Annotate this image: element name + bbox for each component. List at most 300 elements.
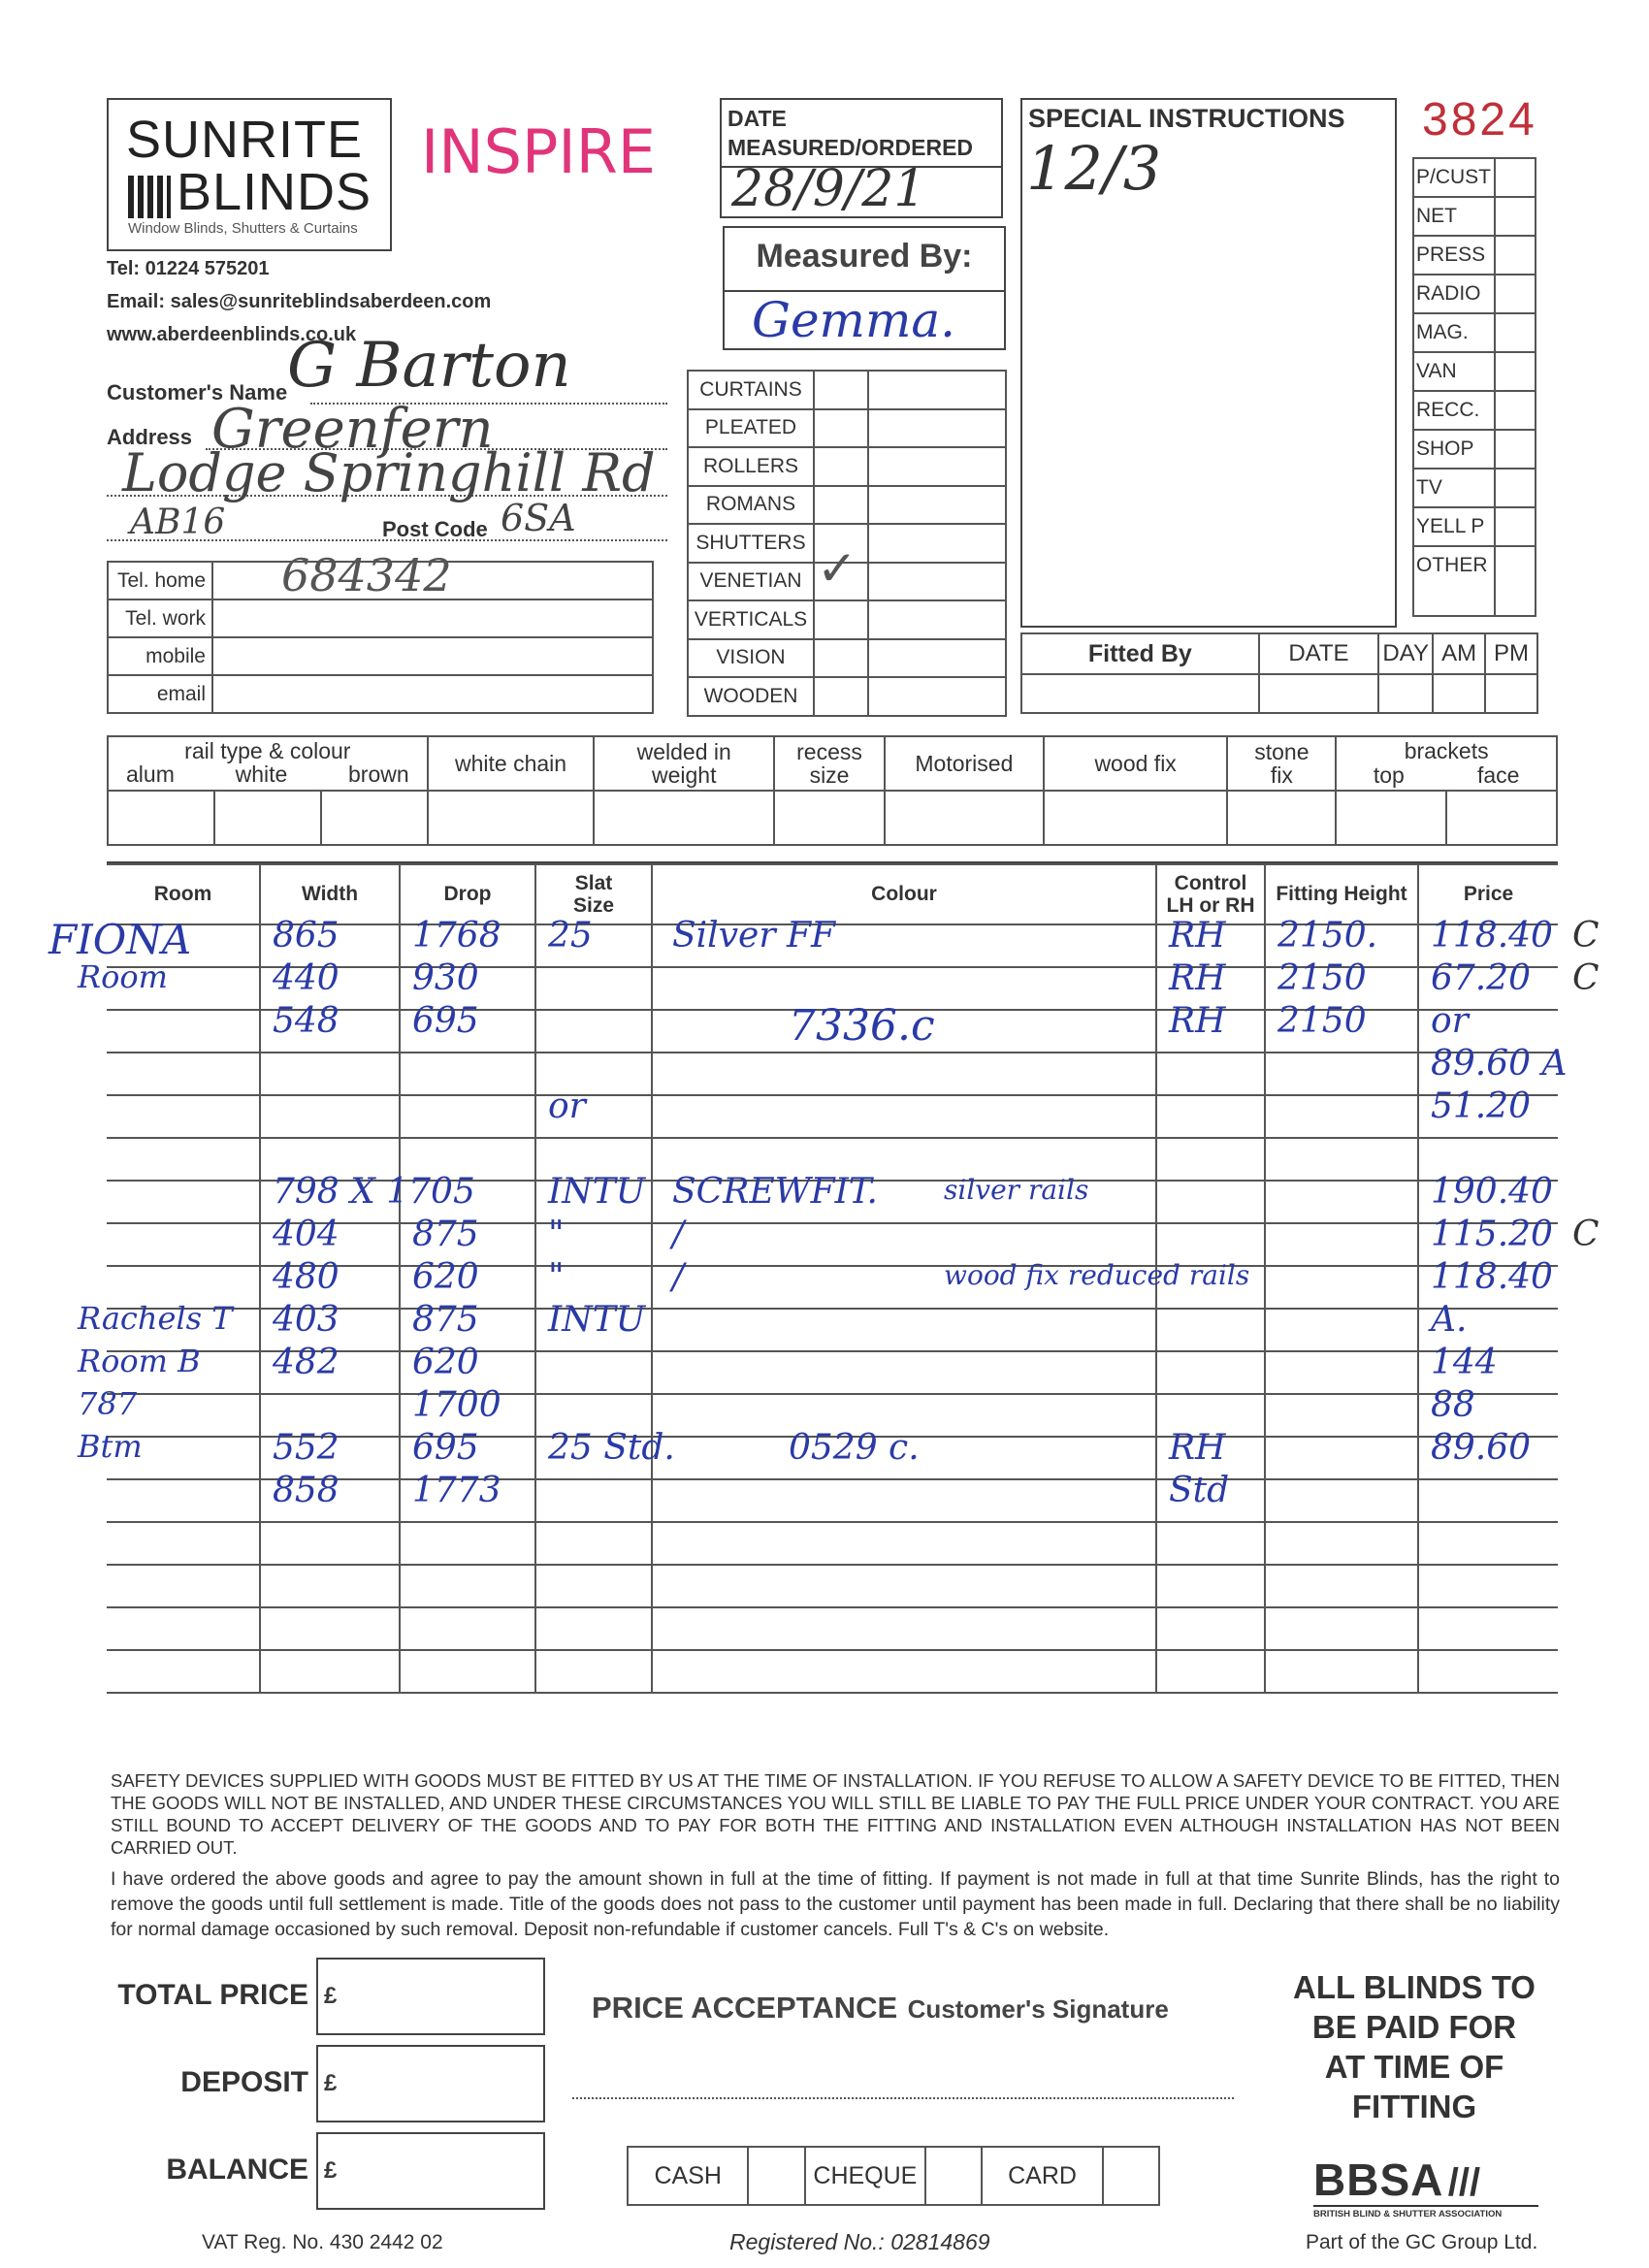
cell-slat[interactable] bbox=[535, 1565, 652, 1607]
cell-width[interactable] bbox=[260, 1001, 400, 1053]
cell-height[interactable] bbox=[1265, 1351, 1418, 1394]
product-check-cell[interactable] bbox=[814, 371, 868, 409]
cell-colour-text: SCREWFIT. bbox=[672, 1172, 878, 1212]
notice-line: ALL BLINDS TO bbox=[1293, 1969, 1536, 2005]
logo-bars-icon bbox=[128, 176, 171, 218]
cell-width[interactable] bbox=[260, 1522, 400, 1565]
phone-value[interactable] bbox=[212, 599, 653, 637]
fitted-table bbox=[1020, 632, 1538, 714]
cell-slat-text: 25 Std. bbox=[548, 1428, 675, 1468]
product-check-cell[interactable] bbox=[814, 639, 868, 678]
control-label-1: Control bbox=[1174, 872, 1247, 894]
cell-colour[interactable] bbox=[652, 1172, 1156, 1223]
special-instructions-value: 12/3 bbox=[1026, 133, 1162, 204]
cell-height[interactable] bbox=[1265, 1223, 1418, 1266]
notice-line: BE PAID FOR bbox=[1311, 2009, 1517, 2045]
cell-height-text: 2150. bbox=[1277, 916, 1378, 956]
source-check-cell[interactable] bbox=[1495, 275, 1536, 313]
cell-drop-text: 875 bbox=[412, 1215, 479, 1254]
cell-control-text: RH bbox=[1169, 916, 1226, 956]
cell-slat-text: INTU bbox=[548, 1172, 646, 1212]
notice-line: AT TIME OF bbox=[1324, 2049, 1504, 2085]
fitted-pm-cell[interactable] bbox=[1485, 674, 1537, 713]
cell-price-text: 51.20 bbox=[1431, 1086, 1532, 1126]
stone-label-1: stone bbox=[1254, 739, 1310, 764]
total-label: DEPOSIT bbox=[180, 2066, 308, 2098]
cell-flag-text: C bbox=[1572, 958, 1600, 998]
total-amount-box[interactable] bbox=[316, 2132, 545, 2210]
cell-height[interactable] bbox=[1265, 1394, 1418, 1437]
cell-control[interactable] bbox=[1156, 1522, 1265, 1565]
cell-price[interactable] bbox=[1418, 1086, 1558, 1138]
product-extra-cell[interactable] bbox=[868, 563, 1006, 601]
brown-cell[interactable] bbox=[321, 791, 428, 845]
product-check-cell[interactable] bbox=[814, 447, 868, 486]
cell-price-text: 118.40 bbox=[1431, 1257, 1553, 1297]
address-value-3: AB16 bbox=[130, 502, 226, 542]
phone-label: email bbox=[108, 675, 212, 713]
col-price: Price bbox=[1418, 864, 1558, 924]
brackets-face-cell[interactable] bbox=[1446, 791, 1557, 845]
cell-width[interactable] bbox=[260, 1565, 400, 1607]
welded-cell[interactable] bbox=[594, 791, 774, 845]
total-amount-box[interactable] bbox=[316, 2045, 545, 2122]
cell-drop-text: 1700 bbox=[412, 1385, 501, 1425]
cell-note-text: silver rails bbox=[944, 1174, 1089, 1206]
brackets-label: brackets bbox=[1404, 738, 1489, 763]
cell-drop-text: 620 bbox=[412, 1343, 479, 1382]
cell-height[interactable] bbox=[1265, 1607, 1418, 1650]
product-label: PLEATED bbox=[688, 409, 814, 448]
total-amount-box[interactable] bbox=[316, 1958, 545, 2035]
date-measured-value: 28/9/21 bbox=[731, 160, 926, 218]
cell-control[interactable] bbox=[1156, 1565, 1265, 1607]
cell-room[interactable] bbox=[107, 1223, 260, 1266]
product-label: CURTAINS bbox=[688, 371, 814, 409]
col-drop: Drop bbox=[400, 864, 535, 924]
cell-room-text: Btm bbox=[78, 1428, 143, 1465]
cell-width-text: 480 bbox=[273, 1257, 340, 1297]
stone-fix-header bbox=[1227, 736, 1336, 791]
fitted-am-label: AM bbox=[1433, 633, 1485, 674]
safety-text: SAFETY DEVICES SUPPLIED WITH GOODS MUST BE FITTED BY US AT THE TIME OF INSTALLATION. IF YOU REFUSE TO ALLOW A SAFETY DEVICE TO BE FITTED, THEN THE GOODS WILL NOT BE INSTALLED, AND UNDER THESE CIRCUMSTANCES YOU WILL STILL BE LIABLE TO PAY THE FULL PRICE UNDER YOUR CONTRACT. YOU ARE STILL BOUND TO ACCEPT DELIVERY OF THE GOODS AND TO PAY FOR BOTH THE FITTING AND INSTALLATION EVEN ALTHOUGH INSTALLATION HAS NOT BEEN CARRIED OUT. bbox=[111, 1770, 1560, 1858]
cell-drop-text: 695 bbox=[412, 1001, 479, 1041]
cell-room[interactable] bbox=[107, 1053, 260, 1095]
product-check-cell[interactable] bbox=[814, 486, 868, 525]
phone-value[interactable] bbox=[212, 637, 653, 675]
currency-symbol: £ bbox=[324, 2157, 338, 2184]
customer-name-value: G Barton bbox=[287, 330, 571, 402]
payment-table bbox=[627, 2146, 1160, 2206]
cell-width[interactable] bbox=[260, 1607, 400, 1650]
cell-room[interactable] bbox=[107, 1565, 260, 1607]
product-check-cell[interactable] bbox=[814, 409, 868, 448]
cell-price-text: 190.40 bbox=[1431, 1172, 1553, 1212]
inspire-note: INSPIRE bbox=[421, 116, 656, 187]
cell-height-text: 2150 bbox=[1277, 1001, 1367, 1041]
cell-width-text: 552 bbox=[273, 1428, 340, 1468]
acceptance-subtitle: Customer's Signature bbox=[907, 1994, 1169, 2024]
brown-label: brown bbox=[348, 761, 409, 787]
vat-number: VAT Reg. No. 430 2442 02 bbox=[202, 2231, 443, 2253]
bbsa-slash-icon: /// bbox=[1447, 2161, 1481, 2204]
cell-height[interactable] bbox=[1265, 1095, 1418, 1138]
payment-cheque-label: CHEQUE bbox=[805, 2147, 925, 2205]
cell-price[interactable] bbox=[1418, 1565, 1558, 1607]
cell-room[interactable] bbox=[107, 1607, 260, 1650]
cell-slat[interactable] bbox=[535, 1607, 652, 1650]
cell-width[interactable] bbox=[260, 1095, 400, 1138]
product-extra-cell[interactable] bbox=[868, 486, 1006, 525]
cell-drop-text: 875 bbox=[412, 1300, 479, 1340]
product-check-cell[interactable] bbox=[814, 677, 868, 716]
cell-room[interactable] bbox=[78, 958, 260, 1010]
product-label: VERTICALS bbox=[688, 600, 814, 639]
total-label: BALANCE bbox=[166, 2154, 308, 2186]
fitted-pm-label: PM bbox=[1485, 633, 1537, 674]
cell-control[interactable] bbox=[1156, 1650, 1265, 1693]
currency-symbol: £ bbox=[324, 2070, 338, 2096]
source-label: PRESS bbox=[1413, 236, 1495, 275]
cell-flag-text: C bbox=[1572, 1215, 1600, 1254]
cell-colour-text: / bbox=[672, 1257, 685, 1297]
welded-label-2: weight bbox=[651, 762, 717, 788]
cell-slat[interactable] bbox=[535, 967, 652, 1010]
cell-drop-text: 1773 bbox=[412, 1471, 501, 1510]
wood-fix-cell[interactable] bbox=[1044, 791, 1228, 845]
cell-control-text: RH bbox=[1169, 958, 1226, 998]
cell-colour[interactable] bbox=[652, 1479, 1156, 1522]
bbsa-logo-text: BBSA bbox=[1313, 2155, 1444, 2205]
cell-colour[interactable] bbox=[652, 1650, 1156, 1693]
currency-symbol: £ bbox=[324, 1983, 338, 2009]
price-acceptance bbox=[592, 1991, 1169, 2025]
cell-colour[interactable] bbox=[652, 1001, 1156, 1053]
source-check-cell[interactable] bbox=[1495, 507, 1536, 546]
product-check-cell[interactable] bbox=[814, 539, 868, 601]
source-check-cell[interactable] bbox=[1495, 469, 1536, 507]
cell-slat[interactable] bbox=[535, 1650, 652, 1693]
cell-control-text: Std bbox=[1169, 1471, 1230, 1510]
cell-drop[interactable] bbox=[400, 1095, 535, 1138]
cell-colour-text: Silver FF bbox=[672, 916, 835, 956]
table-row bbox=[107, 1351, 1558, 1394]
source-label: P/CUST bbox=[1413, 158, 1495, 197]
cell-room[interactable] bbox=[107, 1138, 260, 1181]
fitted-by-cell[interactable] bbox=[1021, 674, 1259, 713]
cell-height-text: 2150 bbox=[1277, 958, 1367, 998]
cell-drop[interactable] bbox=[400, 1001, 535, 1053]
cell-colour[interactable] bbox=[652, 1053, 1156, 1095]
fitted-am-cell[interactable] bbox=[1433, 674, 1485, 713]
phone-table bbox=[107, 549, 654, 714]
date-label-2: MEASURED/ORDERED bbox=[728, 135, 974, 160]
bbsa-name: BRITISH BLIND & SHUTTER ASSOCIATION bbox=[1313, 2205, 1538, 2219]
cell-control[interactable] bbox=[1156, 1607, 1265, 1650]
cell-price[interactable] bbox=[1418, 1479, 1558, 1522]
slat-label-1: Slat bbox=[574, 872, 613, 894]
cell-colour[interactable] bbox=[652, 1095, 1156, 1138]
cell-room[interactable] bbox=[78, 1428, 260, 1479]
cell-height[interactable] bbox=[1265, 1309, 1418, 1351]
phone-value-text: 684342 bbox=[281, 549, 452, 601]
date-measured-box bbox=[720, 98, 1003, 218]
cell-control[interactable] bbox=[1156, 1053, 1265, 1095]
cell-width-text: 403 bbox=[273, 1300, 340, 1340]
cell-colour[interactable] bbox=[652, 916, 1156, 967]
customer-name-label: Customer's Name bbox=[107, 380, 288, 405]
cell-price-text: A. bbox=[1431, 1300, 1468, 1340]
measured-by-box bbox=[723, 226, 1006, 350]
notice-line: FITTING bbox=[1351, 2089, 1477, 2124]
cell-height[interactable] bbox=[1265, 1138, 1418, 1181]
brackets-header bbox=[1336, 736, 1557, 791]
cell-control[interactable] bbox=[1156, 1309, 1265, 1351]
product-extra-cell[interactable] bbox=[868, 677, 1006, 716]
top-label: top bbox=[1373, 762, 1405, 788]
table-row bbox=[107, 1095, 1558, 1138]
group-name: Part of the GC Group Ltd. bbox=[1306, 2231, 1538, 2253]
cell-drop[interactable] bbox=[400, 1607, 535, 1650]
cell-drop[interactable] bbox=[400, 1522, 535, 1565]
cell-width-text: 404 bbox=[273, 1215, 340, 1254]
cell-height[interactable] bbox=[1265, 1565, 1418, 1607]
table-row bbox=[107, 1522, 1558, 1565]
cell-colour-text: / bbox=[672, 1215, 685, 1254]
payment-cash-label: CASH bbox=[628, 2147, 748, 2205]
cell-slat[interactable] bbox=[535, 1479, 652, 1522]
recess-label-2: size bbox=[809, 762, 850, 788]
signature-line[interactable] bbox=[572, 2097, 1234, 2099]
col-width: Width bbox=[260, 864, 400, 924]
cell-room-text: Room bbox=[78, 958, 168, 995]
table-row bbox=[107, 1479, 1558, 1522]
cell-slat[interactable] bbox=[535, 1010, 652, 1053]
company-logo bbox=[107, 98, 392, 251]
source-label: RECC. bbox=[1413, 391, 1495, 430]
cell-flag-text: C bbox=[1572, 916, 1600, 956]
cell-slat[interactable] bbox=[535, 1351, 652, 1394]
phone-value[interactable] bbox=[212, 549, 653, 601]
cell-height[interactable] bbox=[1265, 1522, 1418, 1565]
cell-width[interactable] bbox=[260, 1650, 400, 1693]
cell-slat[interactable] bbox=[535, 1300, 652, 1351]
product-extra-cell[interactable] bbox=[868, 524, 1006, 563]
cell-slat-text: " bbox=[548, 1215, 565, 1254]
cell-price-text: 88 bbox=[1431, 1385, 1475, 1425]
control-label-2: LH or RH bbox=[1166, 894, 1255, 917]
fitted-day-label: DAY bbox=[1378, 633, 1433, 674]
cell-colour[interactable] bbox=[652, 1351, 1156, 1394]
white-cell[interactable] bbox=[214, 791, 321, 845]
source-check-cell[interactable] bbox=[1495, 352, 1536, 391]
white-label: white bbox=[235, 761, 288, 787]
alum-label: alum bbox=[126, 761, 175, 787]
cell-control[interactable] bbox=[1156, 1095, 1265, 1138]
cell-room[interactable] bbox=[107, 1650, 260, 1693]
cell-slat[interactable] bbox=[535, 1522, 652, 1565]
motorised-cell[interactable] bbox=[885, 791, 1044, 845]
cell-control[interactable] bbox=[1156, 1266, 1265, 1309]
phone-label: mobile bbox=[108, 637, 212, 675]
table-row bbox=[107, 1650, 1558, 1693]
cell-width[interactable] bbox=[260, 1471, 400, 1522]
phone-value[interactable] bbox=[212, 675, 653, 713]
cell-height[interactable] bbox=[1265, 1001, 1418, 1053]
cell-room[interactable] bbox=[107, 1479, 260, 1522]
source-check-cell[interactable] bbox=[1495, 158, 1536, 197]
fitted-date-label: DATE bbox=[1259, 633, 1379, 674]
registered-number: Registered No.: 02814869 bbox=[729, 2229, 990, 2254]
logo-tagline: Window Blinds, Shutters & Curtains bbox=[128, 220, 358, 237]
cell-width[interactable] bbox=[260, 1343, 400, 1394]
company-tel: Tel: 01224 575201 bbox=[107, 258, 270, 279]
cell-slat[interactable] bbox=[535, 1086, 652, 1138]
measurement-table bbox=[48, 863, 1600, 1694]
cell-drop[interactable] bbox=[400, 1471, 535, 1522]
product-label: SHUTTERS bbox=[688, 524, 814, 563]
cell-colour[interactable] bbox=[652, 1257, 1250, 1309]
payment-check-cell[interactable] bbox=[1103, 2147, 1159, 2205]
cell-room-text: Room B bbox=[78, 1343, 201, 1379]
cell-colour[interactable] bbox=[652, 1309, 1156, 1351]
cell-price[interactable] bbox=[1418, 1428, 1558, 1479]
cell-width[interactable] bbox=[260, 1053, 400, 1095]
payment-check-cell[interactable] bbox=[748, 2147, 804, 2205]
product-extra-cell[interactable] bbox=[868, 447, 1006, 486]
cell-colour[interactable] bbox=[652, 1565, 1156, 1607]
cell-room[interactable] bbox=[107, 1181, 260, 1223]
cell-room[interactable] bbox=[107, 1010, 260, 1053]
cell-price-text: 118.40 bbox=[1431, 916, 1553, 956]
options-table bbox=[107, 735, 1558, 846]
address-value-2: Lodge Springhill Rd bbox=[122, 442, 656, 503]
cell-height[interactable] bbox=[1265, 1479, 1418, 1522]
cell-price-text: 89.60 bbox=[1431, 1428, 1532, 1468]
cell-price-text: 144 bbox=[1431, 1343, 1498, 1382]
cell-colour-text: 7336.c bbox=[789, 1001, 935, 1051]
product-extra-cell[interactable] bbox=[868, 409, 1006, 448]
cell-height[interactable] bbox=[1265, 1437, 1418, 1479]
fitted-by-label: Fitted By bbox=[1021, 633, 1259, 674]
order-number: 3824 bbox=[1422, 94, 1537, 146]
cell-height[interactable] bbox=[1265, 1181, 1418, 1223]
alum-cell[interactable] bbox=[108, 791, 214, 845]
cell-slat[interactable] bbox=[535, 1428, 675, 1479]
white-chain-cell[interactable] bbox=[428, 791, 595, 845]
company-web: www.aberdeenblinds.co.uk bbox=[107, 324, 357, 345]
source-table bbox=[1412, 157, 1536, 617]
cell-colour[interactable] bbox=[652, 1607, 1156, 1650]
table-row bbox=[107, 1607, 1558, 1650]
source-check-cell[interactable] bbox=[1495, 313, 1536, 352]
fitted-day-cell[interactable] bbox=[1378, 674, 1433, 713]
cell-price[interactable] bbox=[1418, 1522, 1558, 1565]
phone-label: Tel. work bbox=[108, 599, 212, 637]
measured-by-label: Measured By: bbox=[756, 238, 973, 275]
product-label: VENETIAN bbox=[688, 563, 814, 601]
source-check-cell[interactable] bbox=[1495, 391, 1536, 430]
stone-fix-cell[interactable] bbox=[1227, 791, 1336, 845]
phone-label: Tel. home bbox=[108, 562, 212, 599]
product-extra-cell[interactable] bbox=[868, 371, 1006, 409]
cell-drop[interactable] bbox=[400, 1053, 535, 1095]
source-check-cell[interactable] bbox=[1495, 197, 1536, 236]
rail-type-label: rail type & colour bbox=[184, 738, 351, 763]
cell-control[interactable] bbox=[1156, 1181, 1265, 1223]
product-check-mark: ✓ bbox=[817, 539, 857, 597]
cell-width-text: 548 bbox=[273, 1001, 340, 1041]
cell-control[interactable] bbox=[1156, 1138, 1265, 1181]
postcode-value: 6SA bbox=[501, 497, 576, 539]
special-instructions-label: SPECIAL INSTRUCTIONS bbox=[1028, 104, 1345, 133]
cell-width-text: 798 X 1705 bbox=[273, 1172, 475, 1212]
cell-price[interactable] bbox=[1418, 1650, 1558, 1693]
product-label: ROLLERS bbox=[688, 447, 814, 486]
white-chain-label: white chain bbox=[428, 736, 595, 791]
bbsa-logo bbox=[1313, 2157, 1538, 2219]
payment-check-cell[interactable] bbox=[925, 2147, 982, 2205]
cell-control[interactable] bbox=[1156, 1471, 1265, 1522]
slat-label-2: Size bbox=[572, 894, 615, 917]
product-extra-cell[interactable] bbox=[868, 600, 1006, 639]
company-email: Email: sales@sunriteblindsaberdeen.com bbox=[107, 291, 492, 312]
brackets-top-cell[interactable] bbox=[1336, 791, 1446, 845]
source-check-cell[interactable] bbox=[1495, 546, 1536, 616]
cell-drop-text: 695 bbox=[412, 1428, 479, 1468]
cell-colour[interactable] bbox=[652, 1428, 1156, 1479]
date-label-1: DATE bbox=[728, 106, 787, 131]
cell-height[interactable] bbox=[1265, 1053, 1418, 1095]
cell-height[interactable] bbox=[1265, 1266, 1418, 1309]
stone-label-2: fix bbox=[1270, 762, 1293, 788]
source-label: RADIO bbox=[1413, 275, 1495, 313]
cell-drop[interactable] bbox=[400, 1565, 535, 1607]
cell-control[interactable] bbox=[1156, 1351, 1265, 1394]
cell-colour-text: 0529 c. bbox=[789, 1428, 920, 1468]
cell-colour[interactable] bbox=[652, 1522, 1156, 1565]
welded-label-1: welded in bbox=[636, 739, 731, 764]
fitted-date-cell[interactable] bbox=[1259, 674, 1379, 713]
cell-note-text: wood fix reduced rails bbox=[944, 1259, 1250, 1291]
table-row bbox=[107, 1010, 1558, 1053]
product-check-cell[interactable] bbox=[814, 600, 868, 639]
product-extra-cell[interactable] bbox=[868, 639, 1006, 678]
source-check-cell[interactable] bbox=[1495, 236, 1536, 275]
rail-type-header bbox=[108, 736, 428, 791]
cell-control-text: RH bbox=[1169, 1001, 1226, 1041]
source-label: VAN bbox=[1413, 352, 1495, 391]
cell-room[interactable] bbox=[107, 1095, 260, 1138]
cell-drop-text: 1768 bbox=[412, 916, 501, 956]
acceptance-title: PRICE ACCEPTANCE bbox=[592, 1991, 898, 2025]
address-label: Address bbox=[107, 425, 193, 449]
cell-control[interactable] bbox=[1156, 1001, 1265, 1053]
cell-slat[interactable] bbox=[535, 916, 652, 967]
source-label: NET bbox=[1413, 197, 1495, 236]
cell-width-text: 482 bbox=[273, 1343, 340, 1382]
cell-room[interactable] bbox=[107, 1522, 260, 1565]
cell-drop-text: 930 bbox=[412, 958, 479, 998]
cell-drop[interactable] bbox=[400, 1650, 535, 1693]
cell-price[interactable] bbox=[1418, 1607, 1558, 1650]
product-label: ROMANS bbox=[688, 486, 814, 525]
source-check-cell[interactable] bbox=[1495, 430, 1536, 469]
col-fitting-height: Fitting Height bbox=[1265, 864, 1418, 924]
cell-height[interactable] bbox=[1265, 1650, 1418, 1693]
source-label: YELL P bbox=[1413, 507, 1495, 546]
recess-cell[interactable] bbox=[774, 791, 885, 845]
